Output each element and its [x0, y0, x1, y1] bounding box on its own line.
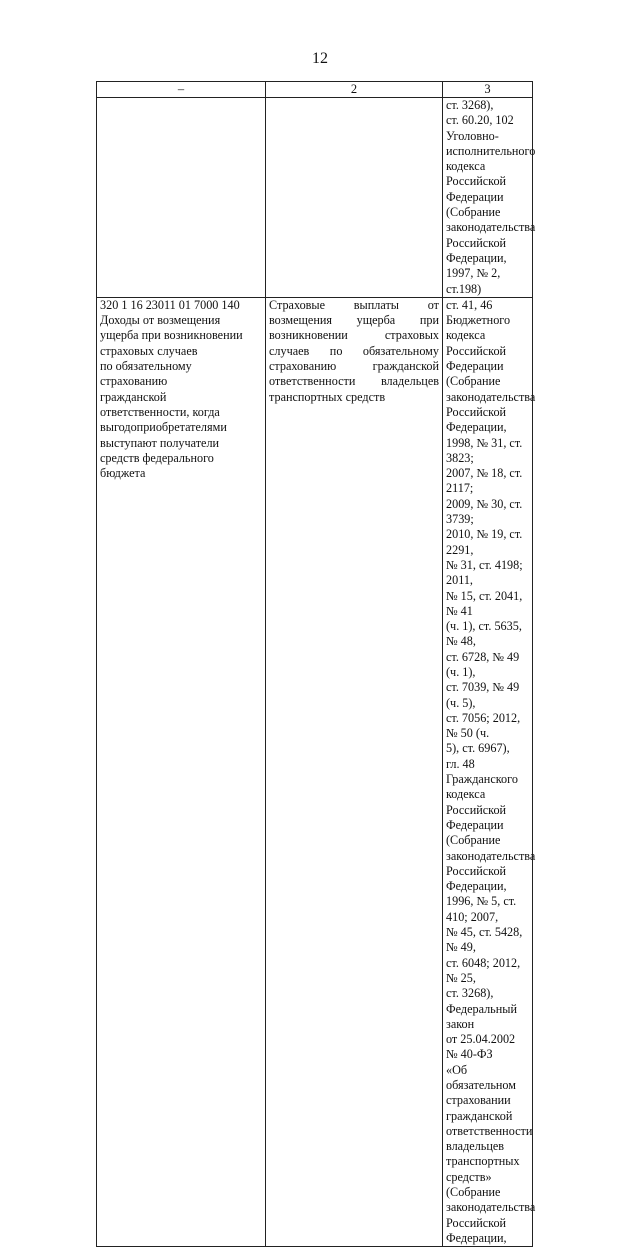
header-col-2: 2: [266, 82, 443, 98]
table-row: [97, 98, 533, 298]
row-2-legal-basis-cell: ст. 41, 46 Бюджетного кодекса Российской Федерации (Собрание законодательства Российской Федерации, 1998, № 31, ст. 3823; 2007, № 18, ст. 2117; 2009, № 30, ст. 3739; 2010, № 19, ст. 2291, № 31, ст. 4198; 2011, № 15, ст. 2041, № 41 (ч. 1), ст. 5635, № 48, ст. 6728, № 49 (ч. 1), ст. 7039, № 49 (ч. 5), ст. 7056; 2012, № 50 (ч. 5), ст. 6967), гл. 48 Гражданского кодекса Российской Федерации (Собрание законодательства Российской Федерации, 1996, № 5, ст. 410; 2007, № 45, ст. 5428, № 49, ст. 6048; 2012, № 25, ст. 3268), Федеральный закон от 25.04.2002 № 40-ФЗ «Об обязательном страховании гражданской ответственности владельцев транспортных средств» (Собрание законодательства Российской Федерации,: [443, 297, 533, 1246]
row-1-description-cell: [266, 98, 443, 298]
page-number: 12: [312, 50, 328, 67]
table-header-row: [97, 82, 533, 98]
row-2-code-income-cell: 320 1 16 23011 01 7000 140 Доходы от возмещения ущерба при возникновении страховых случаев по обязательному страхованию гражданской ответственности, когда выгодоприобретателями выступают получатели средств федерального бюджета: [97, 297, 266, 1246]
document-table: [96, 81, 536, 1247]
header-col-3: 3: [443, 82, 533, 98]
row-2-description-cell: Страховые выплаты от возмещения ущерба при возникновении страховых случаев по обязательному страхованию гражданской ответственности владельцев транспортных средств: [266, 297, 443, 1246]
table-row: [97, 297, 533, 1246]
row-1-legal-basis-cell: ст. 3268), ст. 60.20, 102 Уголовно- исполнительного кодекса Российской Федерации (Собрание законодательства Российской Федерации, 1997, № 2, ст.198): [443, 98, 533, 298]
header-col-1: –: [97, 82, 266, 98]
row-1-code-income-cell: [97, 98, 266, 298]
